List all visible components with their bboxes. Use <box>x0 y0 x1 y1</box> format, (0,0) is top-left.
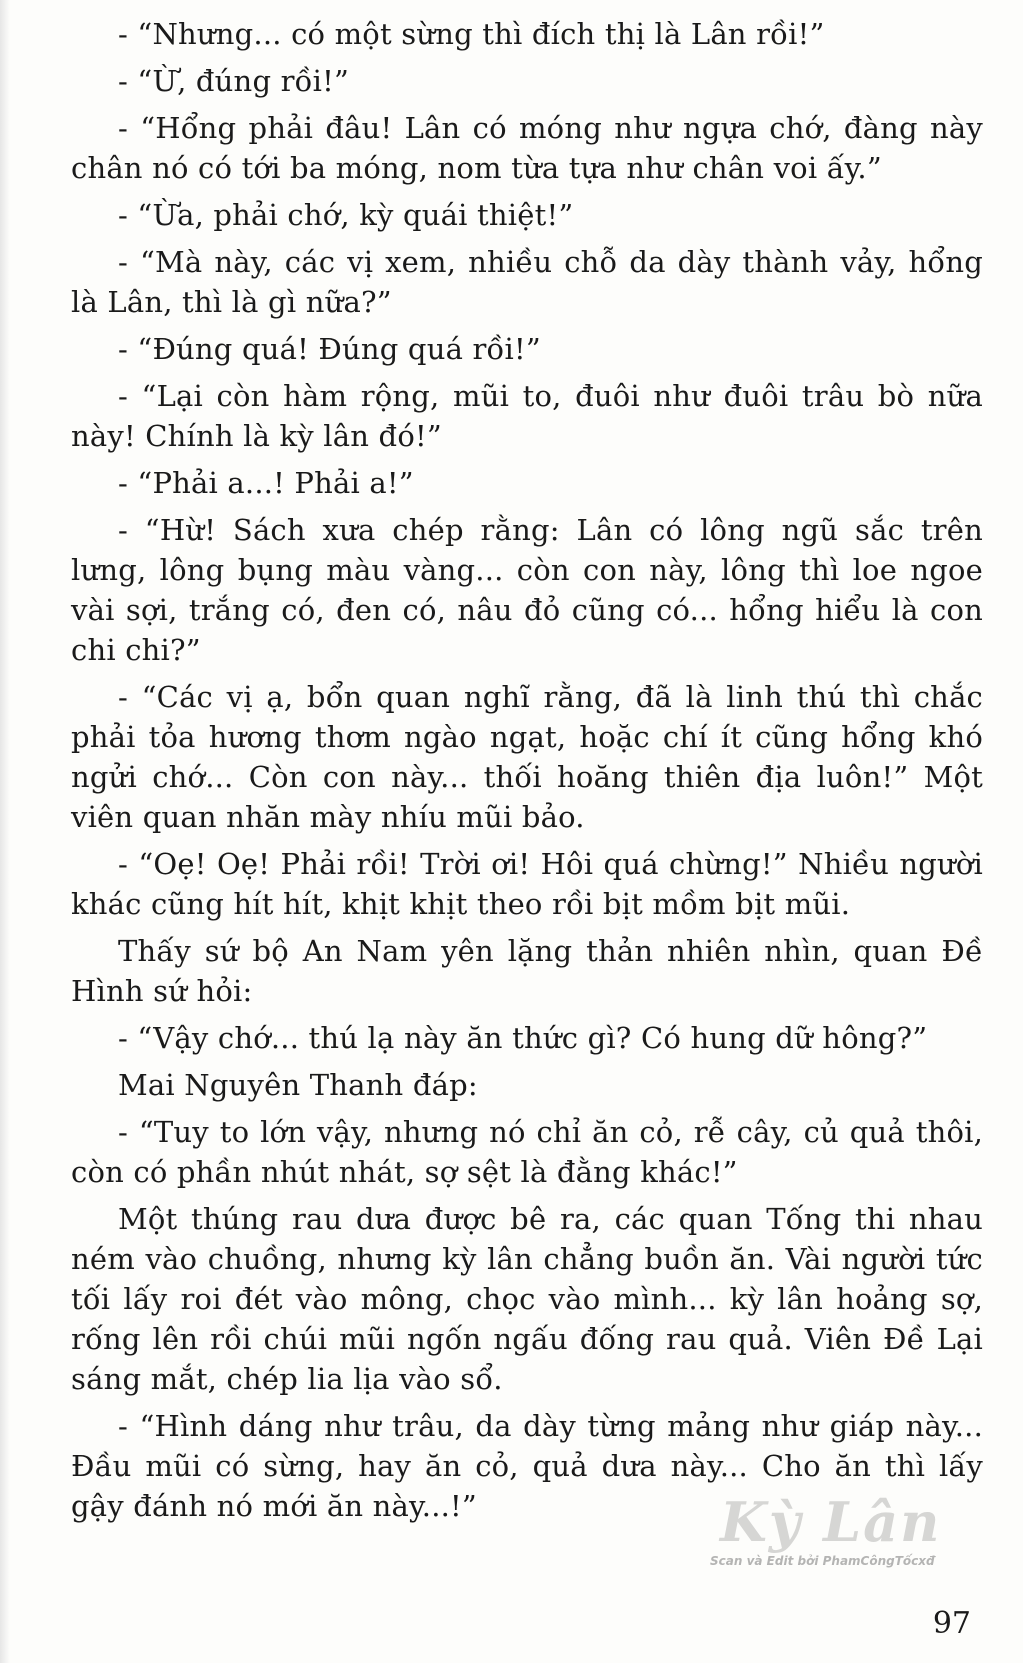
paragraph: - “Tuy to lớn vậy, nhưng nó chỉ ăn cỏ, rễ cây, củ quả thôi, còn có phần nhút nhát, sợ sệt là đằng khác!” <box>71 1115 983 1189</box>
page-binding-shadow <box>0 0 10 1663</box>
paragraph: - “Đúng quá! Đúng quá rồi!” <box>118 332 541 366</box>
paragraph: Mai Nguyên Thanh đáp: <box>118 1068 478 1102</box>
paragraph: - “Mà này, các vị xem, nhiều chỗ da dày thành vảy, hổng là Lân, thì là gì nữa?” <box>71 245 983 319</box>
paragraph: - “Ừ, đúng rồi!” <box>118 64 349 98</box>
paragraph: - “Nhưng... có một sừng thì đích thị là Lân rồi!” <box>118 17 825 51</box>
paragraph: - “Hình dáng như trâu, da dày từng mảng như giáp này... Đầu mũi có sừng, hay ăn cỏ, quả dưa này... Cho ăn thì lấy gậy đánh nó mới ăn này...!” <box>71 1409 983 1523</box>
paragraph: - “Ừa, phải chớ, kỳ quái thiệt!” <box>118 198 574 232</box>
paragraph: - “Các vị ạ, bổn quan nghĩ rằng, đã là linh thú thì chắc phải tỏa hương thơm ngào ngạt, hoặc chí ít cũng hổng khó ngửi chớ... Còn con này... thối hoăng thiên địa luôn!” Một viên quan nhăn mày nhíu mũi bảo. <box>71 680 983 834</box>
paragraph: - “Hừ! Sách xưa chép rằng: Lân có lông ngũ sắc trên lưng, lông bụng màu vàng... còn con này, lông thì loe ngoe vài sợi, trắng có, đen có, nâu đỏ cũng có... hổng hiểu là con chi chi?” <box>71 513 983 667</box>
paragraph: - “Lại còn hàm rộng, mũi to, đuôi như đuôi trâu bò nữa này! Chính là kỳ lân đó!” <box>71 379 983 453</box>
body-text <box>71 14 983 1533</box>
paragraph: - “Vậy chớ... thú lạ này ăn thức gì? Có hung dữ hông?” <box>118 1021 928 1055</box>
paragraph: Thấy sứ bộ An Nam yên lặng thản nhiên nhìn, quan Đề Hình sứ hỏi: <box>71 934 983 1008</box>
paragraph: - “Hổng phải đâu! Lân có móng như ngựa chớ, đàng này chân nó có tới ba móng, nom từa tựa như chân voi ấy.” <box>71 111 983 185</box>
paragraph: - “Oẹ! Oẹ! Phải rồi! Trời ơi! Hôi quá chừng!” Nhiều người khác cũng hít hít, khịt khịt theo rồi bịt mồm bịt mũi. <box>71 847 983 921</box>
page-number: 97 <box>932 1606 971 1641</box>
scan-watermark <box>700 1490 980 1580</box>
watermark-credit: Scan và Edit bởi PhamCôngTốcxđ <box>710 1554 935 1568</box>
watermark-logo: Kỳ Lân <box>720 1490 942 1554</box>
paragraph: - “Phải a...! Phải a!” <box>118 466 414 500</box>
paragraph: Một thúng rau dưa được bê ra, các quan Tống thi nhau ném vào chuồng, nhưng kỳ lân chẳng buồn ăn. Vài người tức tối lấy roi đét vào mông, chọc vào mình... kỳ lân hoảng sợ, rống lên rồi chúi mũi ngốn ngấu đống rau quả. Viên Đề Lại sáng mắt, chép lia lịa vào sổ. <box>71 1202 983 1396</box>
